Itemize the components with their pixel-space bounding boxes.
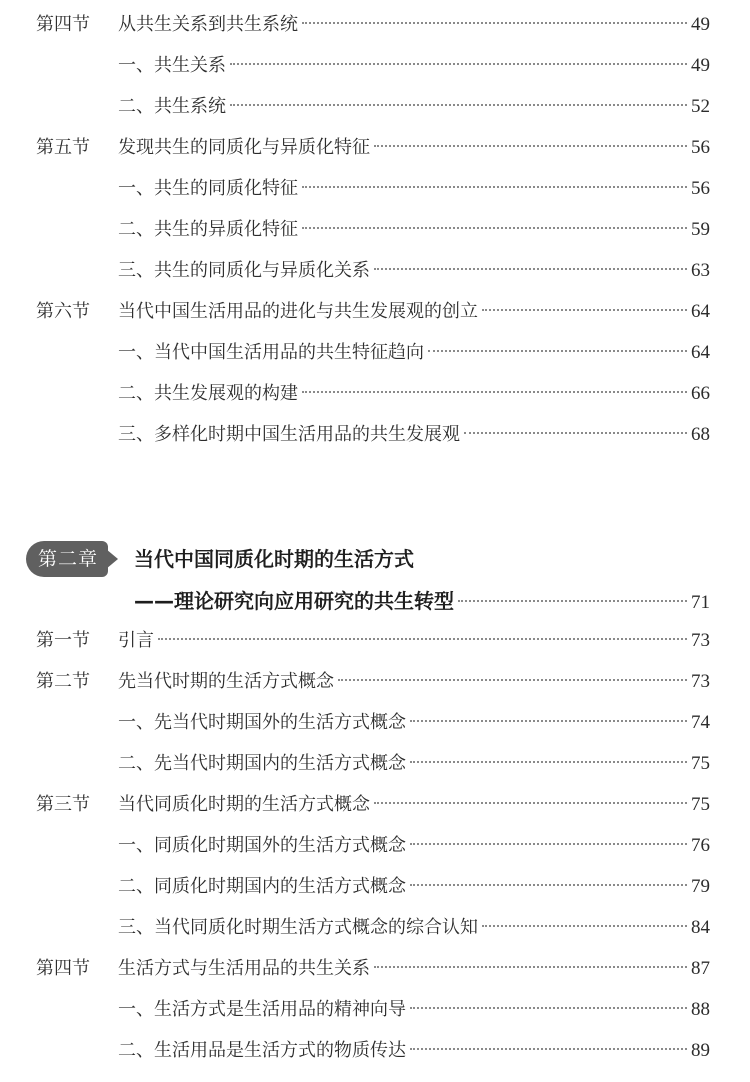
page-number: 87	[691, 958, 710, 979]
dot-leader	[374, 144, 687, 147]
chapter-title[interactable]: 当代中国同质化时期的生活方式	[134, 547, 414, 571]
toc-entry-subsection[interactable]	[0, 377, 750, 411]
entry-title: 一、共生的同质化特征	[118, 178, 298, 199]
page-number: 49	[691, 55, 710, 76]
page-number: 49	[691, 14, 710, 35]
page-number: 76	[691, 835, 710, 856]
page-number: 73	[691, 630, 710, 651]
toc-entry-subsection[interactable]	[0, 172, 750, 206]
page-number: 71	[691, 592, 710, 613]
page-number: 52	[691, 96, 710, 117]
entry-title: 二、生活用品是生活方式的物质传达	[118, 1040, 406, 1061]
toc-entry-section[interactable]	[0, 665, 750, 699]
page-number: 84	[691, 917, 710, 938]
entry-title: 先当代时期的生活方式概念	[118, 671, 334, 692]
toc-entry-section[interactable]	[0, 624, 750, 658]
dot-leader	[482, 308, 687, 311]
page-number: 63	[691, 260, 710, 281]
entry-title: 一、同质化时期国外的生活方式概念	[118, 835, 406, 856]
entry-title: 三、多样化时期中国生活用品的共生发展观	[118, 424, 460, 445]
dot-leader	[230, 103, 687, 106]
toc-entry-section[interactable]	[0, 952, 750, 986]
dot-leader	[158, 637, 687, 640]
dot-leader	[410, 842, 687, 845]
toc-entry-section[interactable]	[0, 788, 750, 822]
chapter-tag	[26, 541, 118, 577]
chapter-number: 第二章	[37, 548, 98, 570]
toc-entry-subsection[interactable]	[0, 1034, 750, 1068]
entry-title: 当代同质化时期的生活方式概念	[118, 794, 370, 815]
dot-leader	[410, 719, 687, 722]
toc-entry-subsection[interactable]	[0, 49, 750, 83]
entry-title: 一、共生关系	[118, 55, 226, 76]
entry-title: 二、共生发展观的构建	[118, 383, 298, 404]
page-number: 75	[691, 753, 710, 774]
section-number: 第六节	[36, 301, 90, 322]
page-number: 68	[691, 424, 710, 445]
dot-leader	[428, 349, 687, 352]
entry-title: 生活方式与生活用品的共生关系	[118, 958, 370, 979]
page-number: 75	[691, 794, 710, 815]
toc-entry-subsection[interactable]	[0, 90, 750, 124]
toc-entry-subsection[interactable]	[0, 911, 750, 945]
toc-entry-section[interactable]	[0, 8, 750, 42]
dot-leader	[410, 1006, 687, 1009]
entry-title: 从共生关系到共生系统	[118, 14, 298, 35]
dot-leader	[302, 390, 687, 393]
section-number: 第一节	[36, 630, 90, 651]
dot-leader	[302, 185, 687, 188]
section-number: 第二节	[36, 671, 90, 692]
page-number: 79	[691, 876, 710, 897]
dot-leader	[410, 1047, 687, 1050]
dot-leader	[374, 267, 687, 270]
dot-leader	[458, 599, 687, 602]
page-number: 88	[691, 999, 710, 1020]
dot-leader	[374, 965, 687, 968]
section-number: 第四节	[36, 14, 90, 35]
page-number: 64	[691, 342, 710, 363]
dot-leader	[410, 760, 687, 763]
entry-title: 引言	[118, 630, 154, 651]
dot-leader	[410, 883, 687, 886]
entry-title: 二、先当代时期国内的生活方式概念	[118, 753, 406, 774]
entry-title: 三、当代同质化时期生活方式概念的综合认知	[118, 917, 478, 938]
toc-entry-subsection[interactable]	[0, 418, 750, 452]
dot-leader	[302, 226, 687, 229]
page-number: 73	[691, 671, 710, 692]
dot-leader	[338, 678, 687, 681]
dot-leader	[374, 801, 687, 804]
toc-entry-subsection[interactable]	[0, 213, 750, 247]
entry-title: 二、同质化时期国内的生活方式概念	[118, 876, 406, 897]
section-number: 第三节	[36, 794, 90, 815]
page-number: 59	[691, 219, 710, 240]
entry-title: 二、共生的异质化特征	[118, 219, 298, 240]
entry-title: 一、当代中国生活用品的共生特征趋向	[118, 342, 424, 363]
page-number: 64	[691, 301, 710, 322]
toc-entry-section[interactable]	[0, 295, 750, 329]
dot-leader	[464, 431, 687, 434]
dot-leader	[302, 21, 687, 24]
chapter-subtitle: ——理论研究向应用研究的共生转型	[134, 589, 454, 613]
toc-entry-subsection[interactable]	[0, 993, 750, 1027]
toc-entry-section[interactable]	[0, 131, 750, 165]
toc-entry-subsection[interactable]	[0, 706, 750, 740]
page-number: 56	[691, 137, 710, 158]
toc-entry-subsection[interactable]	[0, 336, 750, 370]
dot-leader	[482, 924, 687, 927]
entry-title: 二、共生系统	[118, 96, 226, 117]
toc-entry-subsection[interactable]	[0, 747, 750, 781]
dot-leader	[230, 62, 687, 65]
page-number: 66	[691, 383, 710, 404]
toc-entry-subsection[interactable]	[0, 870, 750, 904]
page-number: 89	[691, 1040, 710, 1061]
toc-entry-chapter-subtitle[interactable]	[0, 584, 750, 618]
toc-entry-subsection[interactable]	[0, 829, 750, 863]
entry-title: 一、生活方式是生活用品的精神向导	[118, 999, 406, 1020]
toc-entry-subsection[interactable]	[0, 254, 750, 288]
entry-title: 当代中国生活用品的进化与共生发展观的创立	[118, 301, 478, 322]
entry-title: 一、先当代时期国外的生活方式概念	[118, 712, 406, 733]
entry-title: 发现共生的同质化与异质化特征	[118, 137, 370, 158]
page-number: 56	[691, 178, 710, 199]
page-number: 74	[691, 712, 710, 733]
entry-title: 三、共生的同质化与异质化关系	[118, 260, 370, 281]
section-number: 第四节	[36, 958, 90, 979]
section-number: 第五节	[36, 137, 90, 158]
